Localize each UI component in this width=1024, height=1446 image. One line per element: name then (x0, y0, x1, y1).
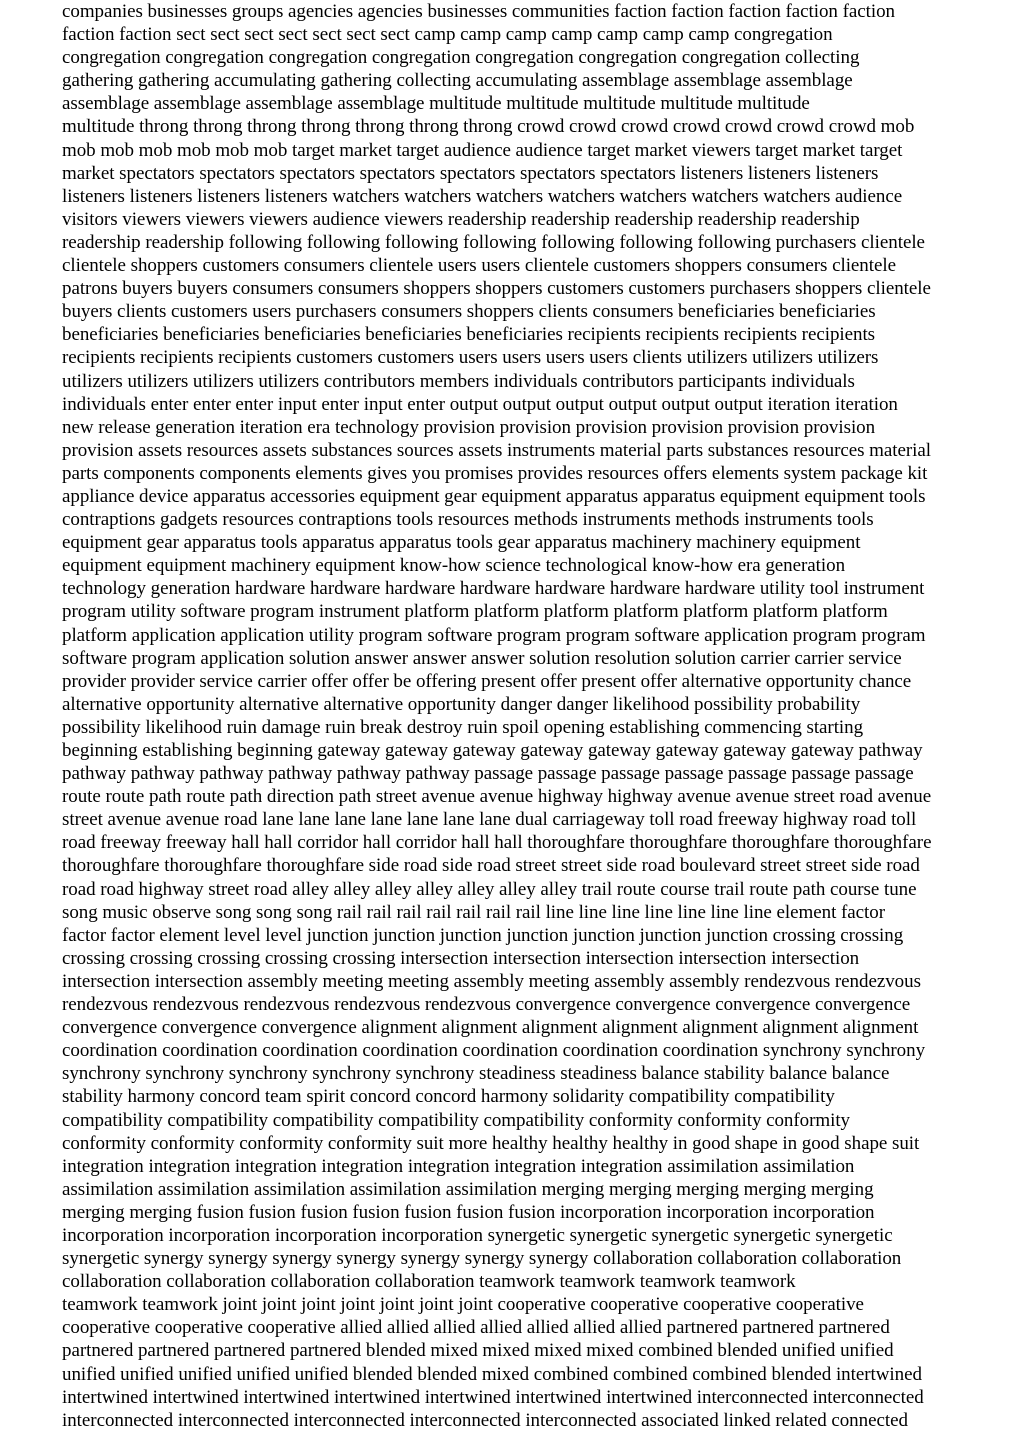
text-line: pathway pathway pathway pathway pathway pathway passage passage passage passage passage passage passage (62, 763, 914, 785)
text-line: collaboration collaboration collaboration collaboration teamwork teamwork teamwork teamwork (62, 1271, 796, 1293)
text-line: rendezvous rendezvous rendezvous rendezvous rendezvous convergence convergence convergence convergence (62, 994, 911, 1016)
text-line: intersection intersection assembly meeting meeting assembly meeting assembly assembly rendezvous rendezvous (62, 970, 921, 992)
text-line: road freeway freeway hall hall corridor hall corridor hall hall thoroughfare thoroughfare thoroughfare thoroughfare (62, 832, 932, 854)
text-line: clientele shoppers customers consumers clientele users users clientele customers shoppers consumers clientele (62, 255, 896, 277)
text-line: multitude throng throng throng throng throng throng throng crowd crowd crowd crowd crowd crowd crowd mob (62, 116, 915, 138)
text-line: incorporation incorporation incorporation incorporation synergetic synergetic synergetic synergetic synergetic (62, 1224, 893, 1246)
text-line: beginning establishing beginning gateway gateway gateway gateway gateway gateway gateway gateway pathway (62, 740, 923, 761)
text-line: faction faction sect sect sect sect sect sect sect camp camp camp camp camp camp camp congregation (62, 24, 833, 46)
text-line: new release generation iteration era technology provision provision provision provision provision provision (62, 416, 876, 438)
text-line: stability harmony concord team spirit concord concord harmony solidarity compatibility compatibility (62, 1086, 835, 1108)
text-line: conformity conformity conformity conformity suit more healthy healthy healthy in good shape in good shape suit (62, 1132, 920, 1154)
text-line: readership readership following following following following following following following purchasers clientele (62, 231, 925, 253)
text-line: integration integration integration integration integration integration integration assimilation assimilation (62, 1155, 855, 1177)
text-line: factor factor element level level junction junction junction junction junction junction junction crossing crossing (62, 924, 904, 946)
text-line: recipients recipients recipients customers customers users users users users clients utilizers utilizers utilizers (62, 347, 879, 369)
text-line: synchrony synchrony synchrony synchrony synchrony steadiness steadiness balance stability balance balance (62, 1063, 890, 1085)
text-line: crossing crossing crossing crossing crossing intersection intersection intersection intersection intersection (62, 947, 860, 969)
text-line: patrons buyers buyers consumers consumers shoppers shoppers customers customers purchasers shoppers clientele (62, 278, 931, 300)
text-line: street avenue avenue road lane lane lane lane lane lane lane dual carriageway toll road freeway highway road toll (62, 809, 917, 831)
text-line: convergence convergence convergence alignment alignment alignment alignment alignment alignment alignment (62, 1017, 919, 1039)
text-line: congregation congregation congregation congregation congregation congregation congregation collecting (62, 47, 860, 69)
text-line: equipment equipment machinery equipment know-how science technological know-how era generation (62, 555, 846, 577)
document-text-body (62, 0, 1017, 1432)
text-line: song music observe song song song rail rail rail rail rail rail rail line line line line line line line element factor (62, 901, 885, 923)
text-line: intertwined intertwined intertwined intertwined intertwined intertwined intertwined interconnected interconnected (62, 1386, 924, 1408)
text-line: software program application solution answer answer answer solution resolution solution carrier carrier service (62, 647, 902, 669)
text-line: companies businesses groups agencies agencies businesses communities faction faction faction faction faction (62, 1, 895, 22)
text-line: provider provider service carrier offer offer be offering present offer present offer alternative opportunity chance (62, 670, 912, 692)
text-line: route route path route path direction path street avenue avenue highway highway avenue avenue street road avenue (62, 786, 932, 808)
text-line: parts components components elements gives you promises provides resources offers elements system package kit (62, 462, 928, 484)
text-line: teamwork teamwork joint joint joint joint joint joint joint cooperative cooperative cooperative cooperative (62, 1294, 864, 1316)
text-line: appliance device apparatus accessories equipment gear equipment apparatus apparatus equipment equipment tools (62, 485, 926, 507)
text-line: equipment gear apparatus tools apparatus apparatus tools gear apparatus machinery machinery equipment (62, 532, 861, 554)
text-line: thoroughfare thoroughfare thoroughfare side road side road street street side road boulevard street street side road (62, 855, 920, 877)
text-line: listeners listeners listeners listeners watchers watchers watchers watchers watchers watchers watchers audience (62, 185, 903, 207)
text-line: beneficiaries beneficiaries beneficiaries beneficiaries beneficiaries recipients recipients recipients recipients (62, 324, 876, 346)
text-line: market spectators spectators spectators spectators spectators spectators spectators listeners listeners listeners (62, 162, 879, 184)
text-line: road road highway street road alley alley alley alley alley alley alley trail route course trail route path course tune (62, 878, 917, 900)
text-line: visitors viewers viewers viewers audience viewers readership readership readership readership readership (62, 208, 860, 230)
text-line: assemblage assemblage assemblage assemblage multitude multitude multitude multitude multitude (62, 93, 810, 115)
text-line: possibility likelihood ruin damage ruin break destroy ruin spoil opening establishing commencing starting (62, 716, 864, 738)
text-line: coordination coordination coordination coordination coordination coordination coordination synchrony synchrony (62, 1040, 926, 1062)
text-line: compatibility compatibility compatibility compatibility compatibility conformity conformity conformity (62, 1109, 851, 1131)
text-line: assimilation assimilation assimilation assimilation assimilation merging merging merging merging merging (62, 1178, 874, 1200)
text-line: alternative opportunity alternative alternative opportunity danger danger likelihood possibility probability (62, 693, 861, 715)
text-line: synergetic synergy synergy synergy synergy synergy synergy synergy collaboration collaboration collaboration (62, 1248, 902, 1270)
text-line: utilizers utilizers utilizers utilizers contributors members individuals contributors participants individuals (62, 370, 855, 392)
text-line: unified unified unified unified unified blended blended mixed combined combined combined blended intertwined (62, 1363, 922, 1385)
text-line: mob mob mob mob mob mob target market target audience audience target market viewers target market target (62, 139, 903, 161)
text-line: gathering gathering accumulating gathering collecting accumulating assemblage assemblage assemblage (62, 70, 853, 92)
text-line: provision assets resources assets substances sources assets instruments material parts substances resources material (62, 439, 932, 461)
text-line: individuals enter enter enter input enter input enter output output output output output output iteration iteration (62, 393, 898, 415)
text-line: contraptions gadgets resources contraptions tools resources methods instruments methods instruments tools (62, 509, 874, 531)
text-line: partnered partnered partnered partnered blended mixed mixed mixed mixed combined blended unified unified (62, 1340, 894, 1362)
text-line: program utility software program instrument platform platform platform platform platform platform platform (62, 601, 888, 623)
text-line: technology generation hardware hardware hardware hardware hardware hardware hardware utility tool instrument (62, 578, 925, 600)
text-line: merging merging fusion fusion fusion fusion fusion fusion fusion incorporation incorporation incorporation (62, 1201, 875, 1223)
text-line: cooperative cooperative cooperative allied allied allied allied allied allied allied partnered partnered partnered (62, 1317, 890, 1339)
text-line: platform application application utility program software program program software application program program (62, 624, 926, 646)
text-line: buyers clients customers users purchasers consumers shoppers clients consumers beneficiaries beneficiaries (62, 301, 876, 323)
text-line: interconnected interconnected interconnected interconnected interconnected associated linked related connected (62, 1409, 908, 1431)
